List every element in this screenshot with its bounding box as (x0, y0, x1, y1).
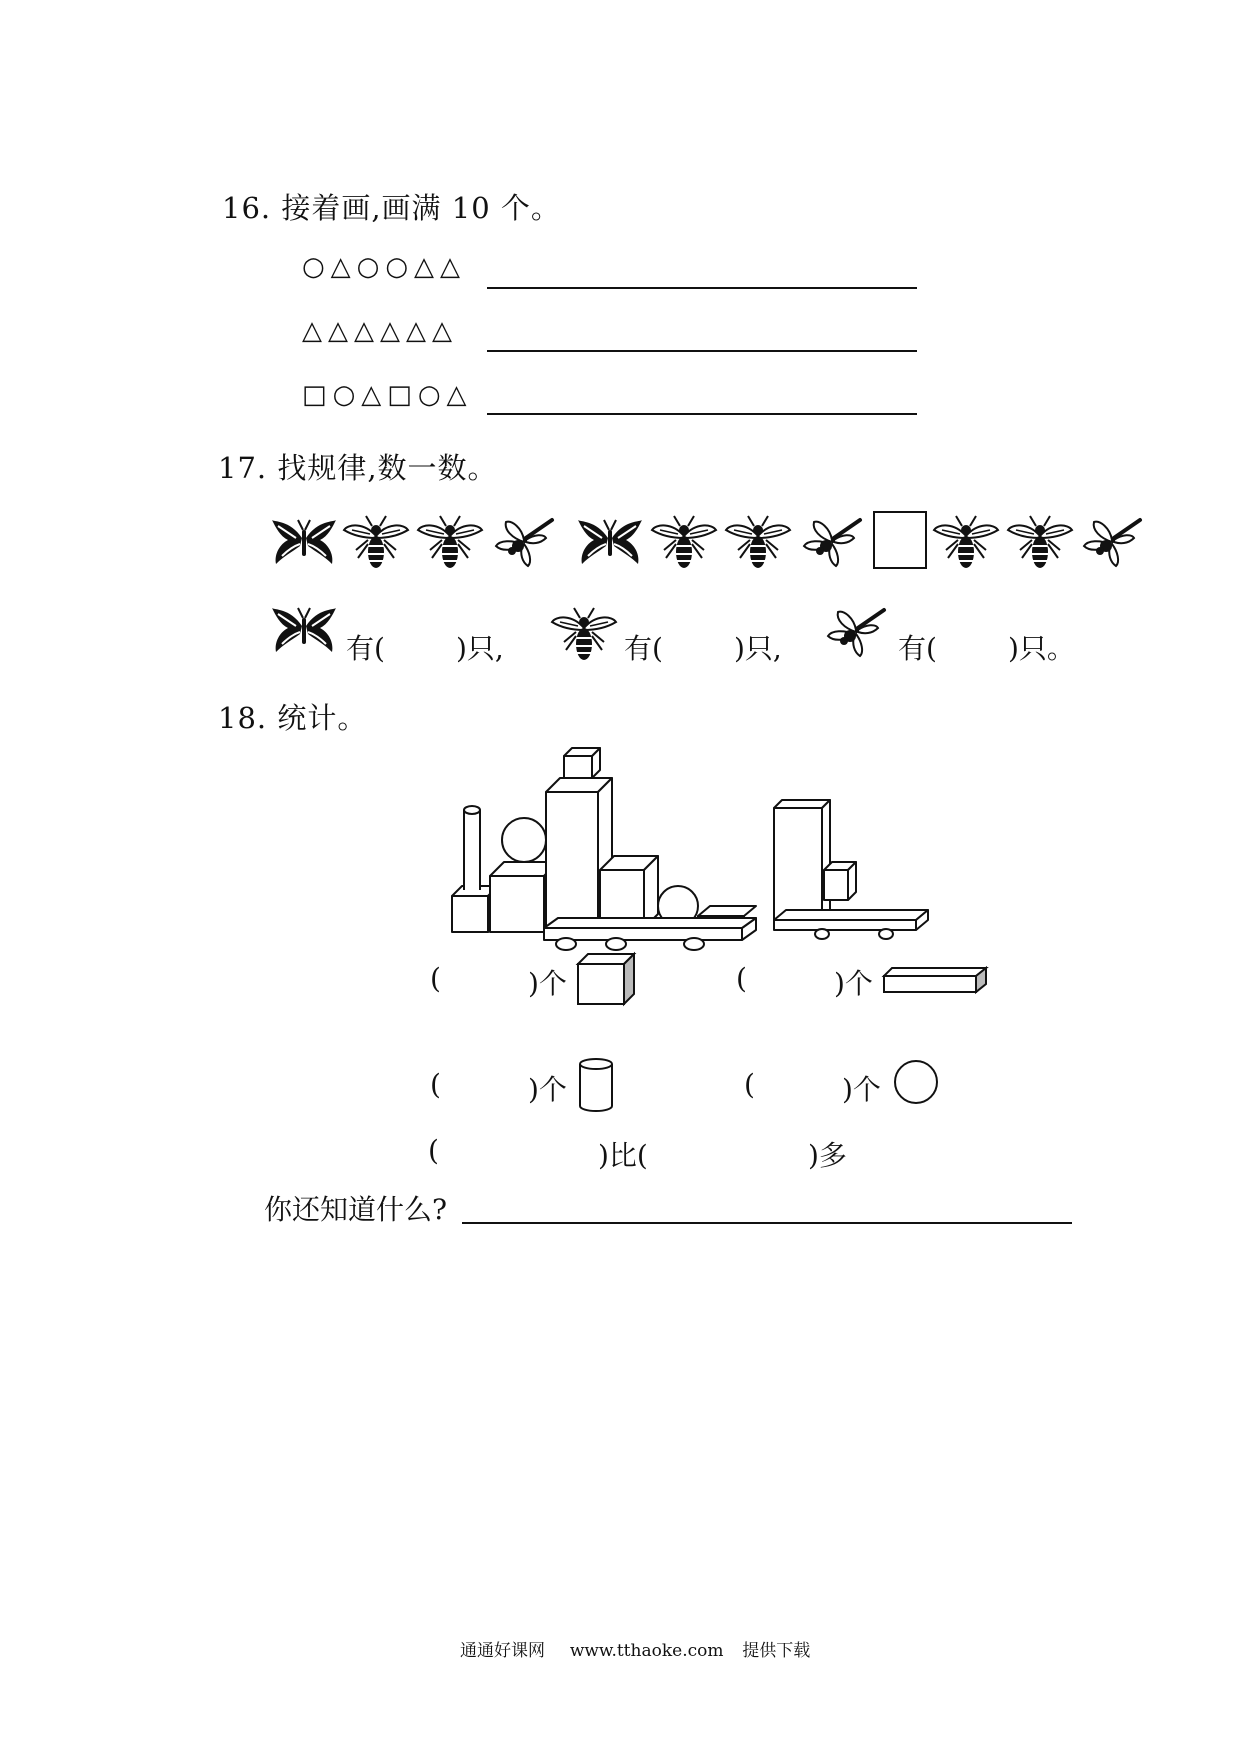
footer-suffix: 提供下载 (742, 1641, 811, 1661)
q18-sphere-open: ( (744, 1068, 755, 1101)
block-train-illustration (448, 748, 968, 968)
bee-icon (418, 516, 482, 568)
q17-bee-close: )只, (734, 632, 782, 665)
q18-open-question: 你还知道什么? (264, 1193, 448, 1226)
q17-title: 17. 找规律,数一数。 (218, 451, 498, 485)
dragonfly-icon (826, 608, 892, 664)
q16-title: 16. 接着画,画满 10 个。 (222, 191, 561, 225)
q16-row-2-answer-line[interactable] (487, 350, 917, 352)
footer-url[interactable]: www.tthaoke.com (569, 1641, 724, 1661)
q17-bee-open: 有( (624, 632, 663, 665)
q18-compare-open: ( (428, 1134, 439, 1167)
q18-cuboid-close: )个 (834, 967, 873, 1000)
q18-cylinder-answer-blank[interactable] (452, 1064, 522, 1100)
q17-dragonfly-answer-blank[interactable] (950, 624, 1006, 660)
q18-title: 18. 统计。 (218, 701, 368, 735)
blank-box (874, 512, 926, 568)
q18-cube-answer-blank[interactable] (452, 958, 522, 994)
q18-sphere-close: )个 (842, 1073, 881, 1106)
q16-row-2-pattern: △△△△△△ (302, 316, 458, 346)
q17-insect-sequence (272, 510, 1152, 576)
bee-icon (934, 516, 998, 568)
q18-cylinder-close: )个 (528, 1073, 567, 1106)
cuboid-icon (882, 964, 992, 994)
q17-butterfly-open: 有( (346, 632, 385, 665)
dragonfly-icon (804, 520, 860, 566)
dragonfly-icon (1084, 520, 1140, 566)
q18-compare-end: )多 (808, 1139, 847, 1172)
q18-cube-open: ( (430, 962, 441, 995)
q17-bee-answer-blank[interactable] (676, 624, 732, 660)
bee-icon (1008, 516, 1072, 568)
q18-cuboid-open: ( (736, 962, 747, 995)
butterfly-icon (272, 520, 336, 564)
q17-butterfly-close: )只, (456, 632, 504, 665)
q16-row-1-answer-line[interactable] (487, 287, 917, 289)
bee-icon (344, 516, 408, 568)
q18-cylinder-open: ( (430, 1068, 441, 1101)
q17-butterfly-answer-blank[interactable] (398, 624, 454, 660)
q17-dragonfly-close: )只。 (1008, 632, 1075, 665)
bee-icon (652, 516, 716, 568)
butterfly-icon (578, 520, 642, 564)
q16-row-3-answer-line[interactable] (487, 413, 917, 415)
q18-compare-blank-1[interactable] (452, 1130, 592, 1166)
sphere-icon (892, 1058, 940, 1106)
q17-dragonfly-open: 有( (898, 632, 937, 665)
q18-cuboid-answer-blank[interactable] (758, 958, 828, 994)
footer (460, 1636, 810, 1661)
footer-site-name: 通通好课网 (460, 1641, 545, 1661)
q18-cube-close: )个 (528, 967, 567, 1000)
dragonfly-icon (496, 520, 552, 566)
butterfly-icon (272, 604, 338, 660)
q18-compare-blank-2[interactable] (664, 1130, 804, 1166)
q18-sphere-answer-blank[interactable] (766, 1064, 836, 1100)
q16-row-1-pattern: ○△○○△△ (302, 252, 467, 282)
bee-icon (552, 606, 618, 666)
q16-row-3-pattern: □○△□○△ (302, 380, 473, 410)
q18-compare-mid: )比( (598, 1139, 648, 1172)
cube-icon (576, 950, 636, 1006)
q18-open-answer-line[interactable] (462, 1222, 1072, 1224)
bee-icon (726, 516, 790, 568)
cylinder-icon (576, 1056, 616, 1114)
